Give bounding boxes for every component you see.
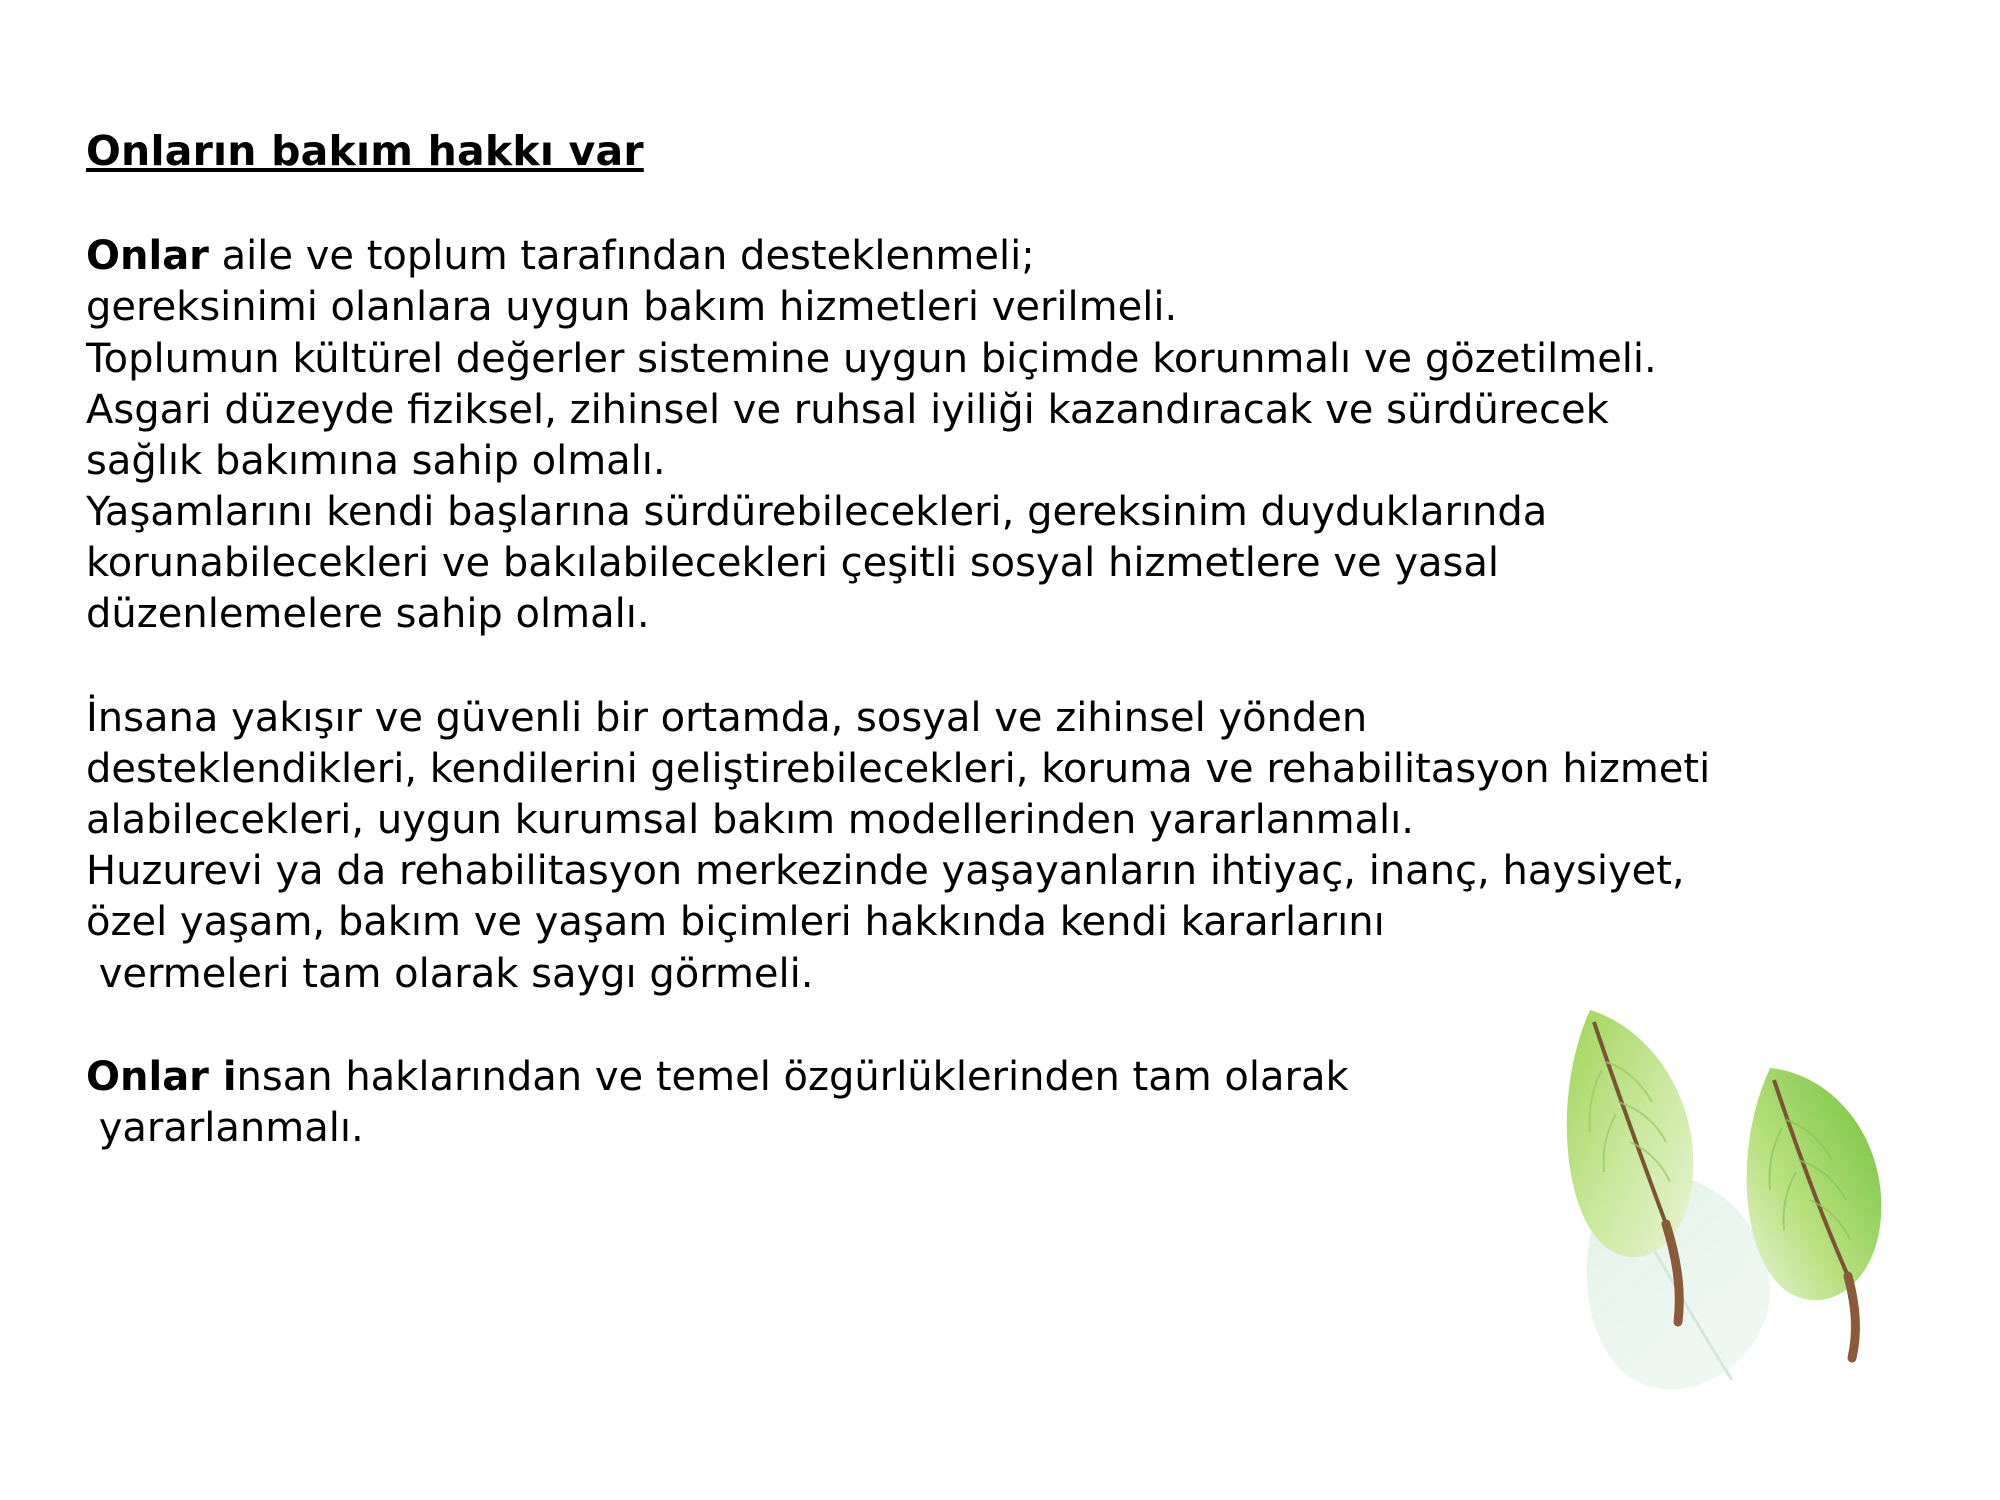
bold-lead: Onlar i <box>86 1053 237 1100</box>
spacer <box>86 1000 1876 1052</box>
spacer <box>86 641 1876 693</box>
text-line: alabilecekleri, uygun kurumsal bakım modellerinden yararlanmalı. <box>86 797 1414 844</box>
text-line: yararlanmalı. <box>86 1104 364 1151</box>
text-line: vermeleri tam olarak saygı görmeli. <box>86 950 814 997</box>
text-line: korunabilecekleri ve bakılabilecekleri çeşitli sosyal hizmetlere ve yasal <box>86 540 1499 587</box>
text-line: Toplumun kültürel değerler sistemine uygun biçimde korunmalı ve gözetilmeli. <box>86 335 1657 382</box>
text-line: Asgari düzeyde fiziksel, zihinsel ve ruhsal iyiliği kazandıracak ve sürdürecek <box>86 386 1609 433</box>
text-line: İnsana yakışır ve güvenli bir ortamda, sosyal ve zihinsel yönden <box>86 694 1368 741</box>
text-line: özel yaşam, bakım ve yaşam biçimleri hakkında kendi kararlarını <box>86 899 1385 946</box>
text-line <box>86 1052 1876 1103</box>
paragraph-environment <box>86 693 1876 1000</box>
page-title: Onların bakım hakkı var <box>86 127 644 175</box>
paragraph-rights <box>86 1052 1876 1154</box>
line-text: nsan haklarından ve temel özgürlüklerinden tam olarak <box>236 1053 1349 1100</box>
slide-content <box>86 128 1876 1154</box>
text-line <box>86 231 1876 282</box>
leaf-pale-icon <box>1587 1172 1770 1389</box>
bold-lead: Onlar <box>86 233 209 280</box>
line-text: aile ve toplum tarafından desteklenmeli; <box>208 233 1035 280</box>
spacer <box>86 175 1876 231</box>
paragraph-support <box>86 231 1876 641</box>
text-line: sağlık bakımına sahip olmalı. <box>86 437 666 484</box>
text-line: gereksinimi olanlara uygun bakım hizmetleri verilmeli. <box>86 284 1178 331</box>
text-line: Huzurevi ya da rehabilitasyon merkezinde yaşayanların ihtiyaç, inanç, haysiyet, <box>86 848 1685 895</box>
text-line: desteklendikleri, kendilerini geliştirebilecekleri, koruma ve rehabilitasyon hizmeti <box>86 745 1711 792</box>
text-line: düzenlemelere sahip olmalı. <box>86 591 650 638</box>
text-line: Yaşamlarını kendi başlarına sürdürebilecekleri, gereksinim duyduklarında <box>86 489 1548 536</box>
